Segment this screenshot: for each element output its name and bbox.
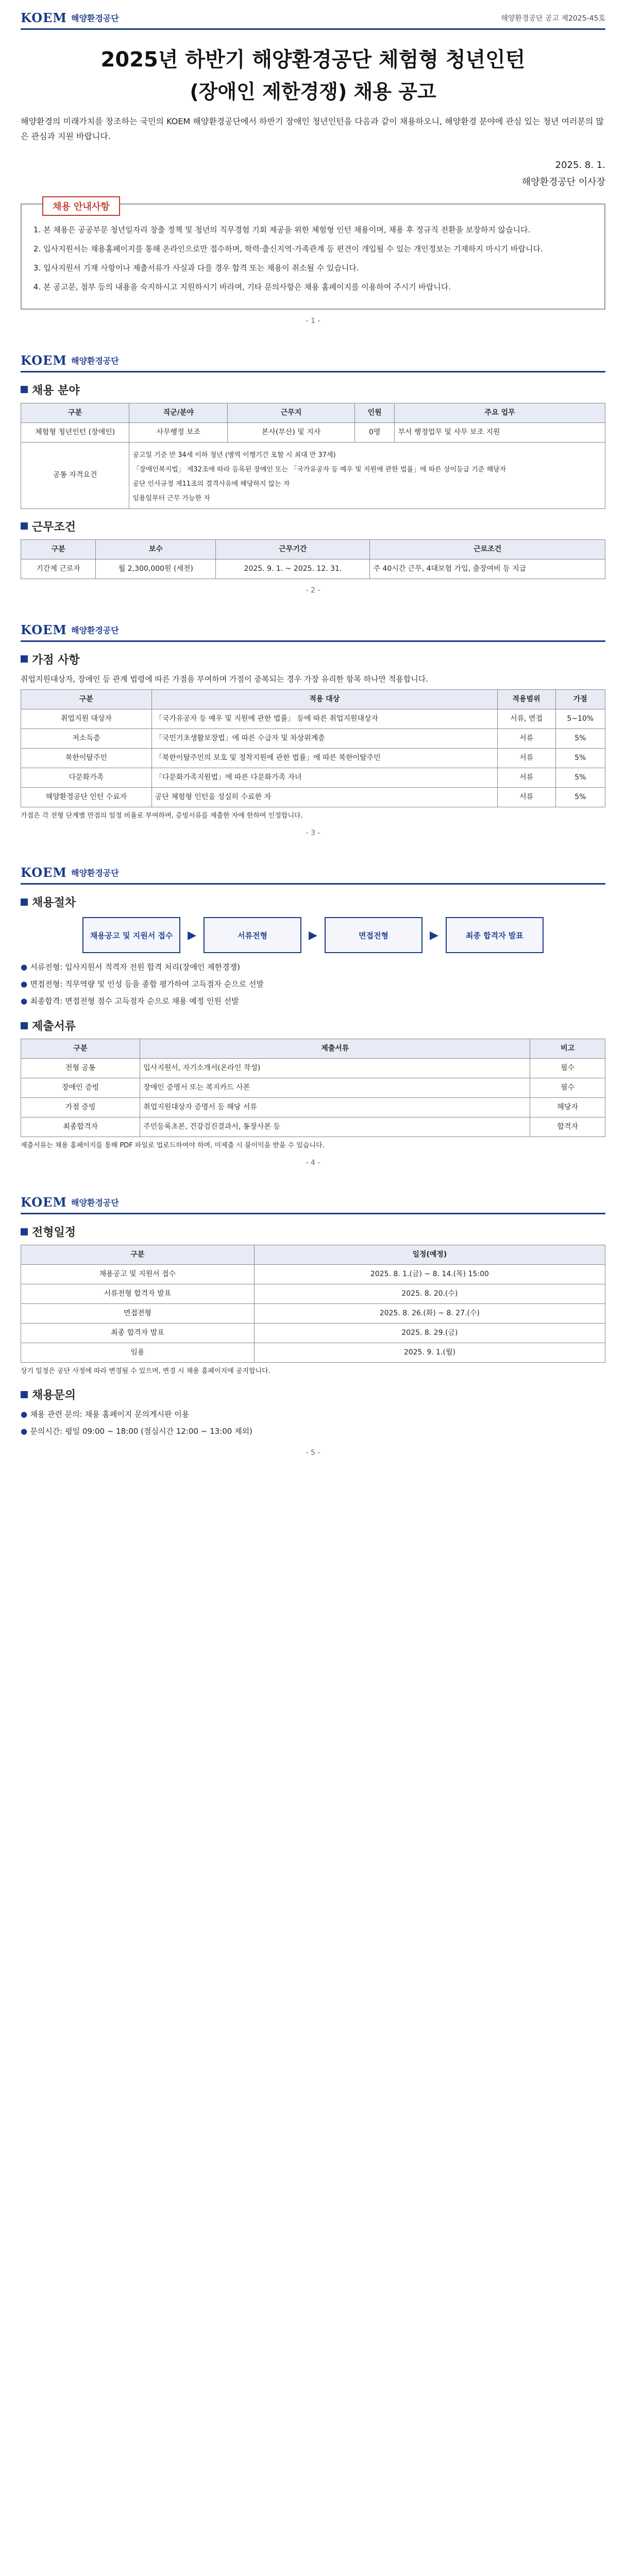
table-row (21, 422, 605, 442)
page-5 (0, 1184, 626, 1475)
section-heading (21, 1018, 605, 1033)
logo-mark: KOEM (21, 622, 67, 637)
section-heading (21, 894, 605, 910)
contact-text: 문의시간: 평일 09:00 ~ 18:00 (점심시간 12:00 ~ 13:00 제외) (30, 1427, 252, 1436)
table-cell: 5% (555, 768, 605, 787)
arrow-right-icon: ▶ (429, 928, 438, 942)
announce-org: 해양환경공단 이사장 (521, 176, 605, 188)
logo-text: 해양환경공단 (71, 1198, 119, 1208)
table-cell: 2025. 8. 1.(금) ~ 8. 14.(목) 15:00 (254, 1265, 605, 1284)
square-bullet-icon (21, 655, 28, 663)
logo-mark: KOEM (21, 865, 67, 880)
section-heading (21, 1386, 605, 1402)
page-number: - 1 - (306, 316, 320, 325)
page-number: - 3 - (306, 829, 320, 838)
table-cell: 2025. 8. 26.(화) ~ 8. 27.(수) (254, 1304, 605, 1324)
bullet-icon: ● (21, 962, 30, 972)
square-bullet-icon (21, 522, 28, 530)
table-cell: 사무행정 보조 (129, 422, 228, 442)
section-title: 전형일정 (32, 1226, 76, 1240)
page-number: - 4 - (306, 1159, 320, 1167)
process-steps (21, 917, 605, 953)
recruit-table (21, 403, 605, 509)
table-cell: 가점 증빙 (21, 1098, 140, 1117)
title-line-2: (장애인 제한경쟁) 채용 공고 (190, 80, 436, 103)
table-row (21, 1265, 605, 1284)
table-cell: 해양환경공단 인턴 수료자 (21, 787, 152, 807)
logo-mark: KOEM (21, 10, 67, 25)
logo-mark: KOEM (21, 352, 67, 368)
table-cell: 기간제 근로자 (21, 559, 96, 579)
table-header-row (21, 403, 605, 422)
table-cell: 2025. 8. 20.(수) (254, 1284, 605, 1304)
table-cell: 다문화가족 (21, 768, 152, 787)
logo-text: 해양환경공단 (71, 355, 119, 366)
announce-date: 2025. 8. 1. (555, 159, 605, 171)
table-row (21, 1117, 605, 1137)
info-item: 1. 본 채용은 공공부문 청년일자리 창출 정책 및 청년의 직무경험 기회 제공을 위한 체험형 인턴 채용이며, 채용 후 정규직 전환을 보장하지 않습니다. (43, 223, 593, 237)
table-cell: 주민등록초본, 건강검진결과서, 통장사본 등 (140, 1117, 530, 1137)
table-cell: 「북한이탈주민의 보호 및 정착지원에 관한 법률」에 따른 북한이탈주민 (151, 748, 497, 768)
table-cell: 취업지원대상자 증명서 등 해당 서류 (140, 1098, 530, 1117)
header-bar (21, 353, 605, 372)
table-cell: 5~10% (555, 709, 605, 728)
table-cell: 북한이탈주민 (21, 748, 152, 768)
table-cell: 체험형 청년인턴 (장애인) (21, 422, 129, 442)
table-row (21, 748, 605, 768)
logo-text: 해양환경공단 (71, 13, 119, 23)
table-cell: 입사지원서, 자기소개서(온라인 작성) (140, 1059, 530, 1078)
table-cell: 면접전형 (21, 1304, 255, 1324)
requirement-item: 「장애인복지법」 제32조에 따라 등록된 장애인 또는 「국가유공자 등 예우 및 지원에 관한 법률」에 따른 상이등급 기준 해당자 (132, 465, 506, 473)
contact-item (21, 1425, 605, 1438)
bonus-table (21, 689, 605, 807)
table-cell: 서류 (497, 787, 555, 807)
intro-text: 해양환경의 미래가치를 창조하는 국민의 KOEM 해양환경공단에서 하반기 장애인 청년인턴을 다음과 같이 채용하오니, 해양환경 분야에 관심 있는 청년 여러분의 많은 관심과 지원 바랍니다. (21, 116, 604, 141)
section-heading (21, 651, 605, 667)
page-3 (0, 612, 626, 855)
table-header: 제출서류 (140, 1039, 530, 1059)
table-header-row (21, 539, 605, 559)
title-line-1: 2025년 하반기 해양환경공단 체험형 청년인턴 (100, 48, 526, 72)
table-cell: 서류 (497, 768, 555, 787)
table-row (21, 1098, 605, 1117)
bullet-icon: ● (21, 1427, 30, 1436)
table-cell: 「국가유공자 등 예우 및 지원에 관한 법률」 등에 따른 취업지원대상자 (151, 709, 497, 728)
table-header: 근무지 (228, 403, 355, 422)
table-cell: 서류 (497, 748, 555, 768)
header-bar (21, 622, 605, 642)
table-header: 가점 (555, 689, 605, 709)
table-cell: 5% (555, 787, 605, 807)
process-item (21, 960, 605, 974)
section-heading (21, 382, 605, 398)
table-header: 근무기간 (216, 539, 370, 559)
info-box (21, 201, 605, 310)
table-cell: 2025. 8. 29.(금) (254, 1324, 605, 1343)
process-step: 면접전형 (325, 917, 422, 953)
table-cell: 전형 공통 (21, 1059, 140, 1078)
table-header-row (21, 689, 605, 709)
logo (21, 353, 119, 368)
table-cell: 저소득층 (21, 728, 152, 748)
process-step: 최종 합격자 발표 (446, 917, 544, 953)
table-cell: 주 40시간 근무, 4대보험 가입, 출장여비 등 지급 (370, 559, 605, 579)
table-row (21, 1304, 605, 1324)
logo (21, 10, 119, 25)
logo (21, 865, 119, 880)
process-step: 서류전형 (204, 917, 301, 953)
table-cell: 합격자 (530, 1117, 605, 1137)
table-cell: 부서 행정업무 및 사무 보조 지원 (395, 422, 605, 442)
process-item-text: 면접전형: 직무역량 및 인성 등을 종합 평가하여 고득점자 순으로 선발 (30, 979, 264, 989)
table-cell: 5% (555, 748, 605, 768)
arrow-right-icon: ▶ (188, 928, 197, 942)
section-title: 채용 분야 (32, 384, 80, 397)
schedule-table (21, 1245, 605, 1363)
table-cell: 월 2,300,000원 (세전) (96, 559, 216, 579)
table-header: 비고 (530, 1039, 605, 1059)
table-header: 구분 (21, 539, 96, 559)
square-bullet-icon (21, 1022, 28, 1029)
table-cell: 2025. 9. 1.(월) (254, 1343, 605, 1363)
table-note: 가점은 각 전형 단계별 만점의 일정 비율로 부여하며, 증빙서류를 제출한 자에 한하여 인정합니다. (21, 811, 303, 820)
table-cell: 채용공고 및 지원서 접수 (21, 1265, 255, 1284)
logo-text: 해양환경공단 (71, 868, 119, 878)
section-text: 취업지원대상자, 장애인 등 관계 법령에 따른 가점을 부여하며 가점이 중복되는 경우 가장 유리한 항목 하나만 적용합니다. (21, 674, 429, 684)
table-cell (129, 442, 605, 509)
table-cell: 공통 자격요건 (21, 442, 129, 509)
square-bullet-icon (21, 899, 28, 906)
table-row (21, 1343, 605, 1363)
requirement-item: 임용일부터 근무 가능한 자 (132, 494, 210, 502)
documents-table (21, 1039, 605, 1137)
table-cell: 최종합격자 (21, 1117, 140, 1137)
table-row (21, 559, 605, 579)
info-item: 2. 입사지원서는 채용홈페이지를 통해 온라인으로만 접수하며, 학력·출신지역·가족관계 등 편견이 개입될 수 있는 개인정보는 기재하지 마시기 바랍니다. (43, 242, 593, 256)
process-item (21, 994, 605, 1008)
table-cell: 장애인 증명서 또는 복지카드 사본 (140, 1078, 530, 1098)
header-bar (21, 10, 605, 30)
requirement-item: 공고일 기준 만 34세 이하 청년 (병역 이행기간 포함 시 최대 만 37세) (132, 451, 336, 459)
table-cell: 최종 합격자 발표 (21, 1324, 255, 1343)
square-bullet-icon (21, 1228, 28, 1235)
contact-item (21, 1408, 605, 1421)
section-title: 제출서류 (32, 1020, 76, 1033)
table-row (21, 1324, 605, 1343)
table-cell: 필수 (530, 1059, 605, 1078)
page-number: - 2 - (306, 586, 320, 595)
table-header: 직군/분야 (129, 403, 228, 422)
square-bullet-icon (21, 386, 28, 393)
section-heading (21, 518, 605, 534)
table-header: 구분 (21, 1245, 255, 1265)
bullet-icon: ● (21, 979, 30, 989)
table-header: 보수 (96, 539, 216, 559)
table-header: 주요 업무 (395, 403, 605, 422)
table-header: 근로조건 (370, 539, 605, 559)
table-header-row (21, 1245, 605, 1265)
table-row (21, 768, 605, 787)
table-cell: 0명 (354, 422, 395, 442)
info-list (33, 223, 593, 294)
page-2 (0, 343, 626, 612)
info-label: 채용 안내사항 (42, 196, 120, 216)
table-header: 일정(예정) (254, 1245, 605, 1265)
info-item: 4. 본 공고문, 첨부 등의 내용을 숙지하시고 지원하시기 바라며, 기타 문의사항은 채용 홈페이지를 이용하여 주시기 바랍니다. (43, 280, 593, 294)
process-item-text: 최종합격: 면접전형 점수 고득점자 순으로 채용 예정 인원 선발 (30, 996, 239, 1006)
table-cell: 필수 (530, 1078, 605, 1098)
page-title (21, 30, 605, 109)
header-bar (21, 865, 605, 885)
table-header: 적용범위 (497, 689, 555, 709)
table-row (21, 442, 605, 509)
header-bar (21, 1195, 605, 1214)
process-step: 채용공고 및 지원서 접수 (82, 917, 180, 953)
table-cell: 2025. 9. 1. ~ 2025. 12. 31. (216, 559, 370, 579)
logo (21, 622, 119, 637)
table-row (21, 787, 605, 807)
process-item-text: 서류전형: 입사지원서 적격자 전원 합격 처리(장애인 제한경쟁) (30, 962, 240, 972)
table-cell: 서류 (497, 728, 555, 748)
table-row (21, 1284, 605, 1304)
section-title: 채용문의 (32, 1389, 76, 1402)
requirement-item: 공단 인사규정 제11조의 결격사유에 해당하지 않는 자 (132, 480, 290, 488)
table-row (21, 1059, 605, 1078)
table-header: 구분 (21, 1039, 140, 1059)
table-header: 적용 대상 (151, 689, 497, 709)
table-cell: 장애인 증빙 (21, 1078, 140, 1098)
table-cell: 서류, 면접 (497, 709, 555, 728)
table-header: 구분 (21, 403, 129, 422)
announce-number: 해양환경공단 공고 제2025-45호 (501, 14, 605, 23)
logo-mark: KOEM (21, 1195, 67, 1210)
table-row (21, 728, 605, 748)
page-1 (0, 0, 626, 343)
page-number: - 5 - (306, 1449, 320, 1458)
section-title: 채용절차 (32, 896, 76, 910)
table-cell: 임용 (21, 1343, 255, 1363)
section-title: 가점 사항 (32, 653, 80, 667)
arrow-right-icon: ▶ (309, 928, 317, 942)
contact-text: 채용 관련 문의: 채용 홈페이지 문의게시판 이용 (30, 1410, 190, 1419)
table-cell: 공단 체험형 인턴을 성실히 수료한 자 (151, 787, 497, 807)
table-cell: 본사(부산) 및 지사 (228, 422, 355, 442)
table-cell: 5% (555, 728, 605, 748)
process-item (21, 977, 605, 991)
table-header-row (21, 1039, 605, 1059)
table-cell: 「다문화가족지원법」에 따른 다문화가족 자녀 (151, 768, 497, 787)
table-cell: 「국민기초생활보장법」에 따른 수급자 및 차상위계층 (151, 728, 497, 748)
section-heading (21, 1224, 605, 1240)
bullet-icon: ● (21, 996, 30, 1006)
table-row (21, 709, 605, 728)
bullet-icon: ● (21, 1410, 30, 1419)
conditions-table (21, 539, 605, 579)
table-cell: 취업지원 대상자 (21, 709, 152, 728)
table-note: 제출서류는 채용 홈페이지를 통해 PDF 파일로 업로드하여야 하며, 미제출 시 불이익을 받을 수 있습니다. (21, 1142, 325, 1150)
info-item: 3. 입사지원서 기재 사항이나 제출서류가 사실과 다를 경우 합격 또는 채용이 취소될 수 있습니다. (43, 261, 593, 275)
logo (21, 1195, 119, 1210)
table-header: 구분 (21, 689, 152, 709)
section-title: 근무조건 (32, 520, 76, 534)
table-note: 상기 일정은 공단 사정에 따라 변경될 수 있으며, 변경 시 채용 홈페이지에 공지합니다. (21, 1367, 270, 1376)
table-header: 인원 (354, 403, 395, 422)
logo-text: 해양환경공단 (71, 625, 119, 635)
page-4 (0, 855, 626, 1184)
table-cell: 해당자 (530, 1098, 605, 1117)
table-row (21, 1078, 605, 1098)
table-cell: 서류전형 합격자 발표 (21, 1284, 255, 1304)
square-bullet-icon (21, 1391, 28, 1398)
